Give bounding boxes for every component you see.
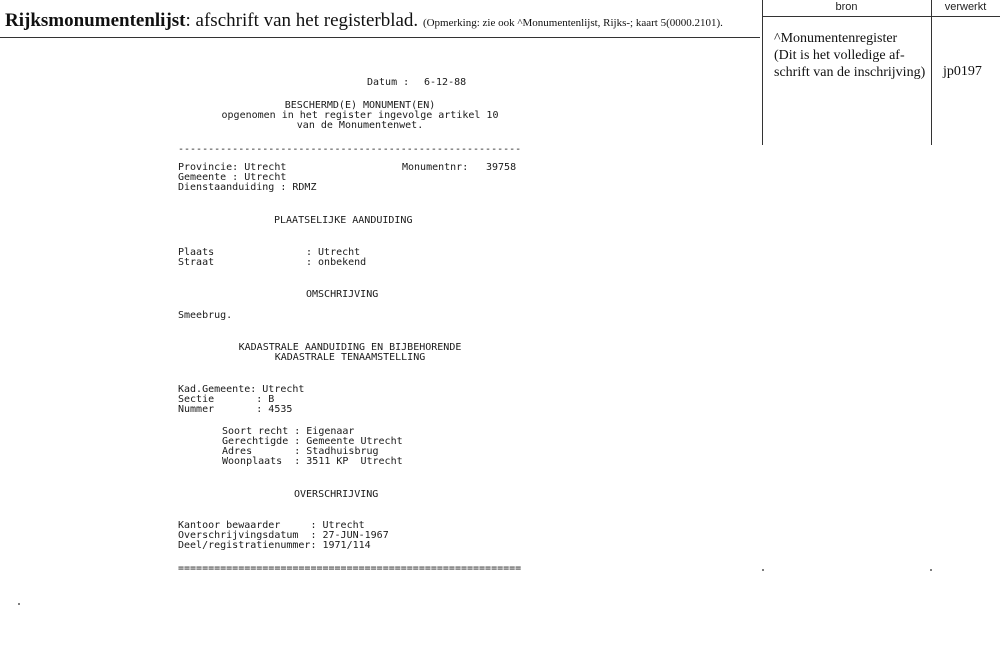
doc-heading-line1: BESCHERMD(E) MONUMENT(EN) xyxy=(284,100,436,111)
sectie-field: Sectie : B xyxy=(178,394,275,405)
table-header-divider xyxy=(762,16,1000,17)
header-divider xyxy=(0,37,760,38)
monumentnr-value: 39758 xyxy=(486,162,517,173)
verwerkt-cell: jp0197 xyxy=(943,64,982,79)
omschrijving-text: Smeebrug. xyxy=(178,310,233,321)
equals-rule: ========================================================= xyxy=(178,563,522,574)
dienstaanduiding-field: Dienstaanduiding : RDMZ xyxy=(178,182,317,193)
kad-gemeente-field: Kad.Gemeente: Utrecht xyxy=(178,384,305,395)
overschrijvingsdatum-field: Overschrijvingsdatum : 27-JUN-1967 xyxy=(178,530,389,541)
provincie-field: Provincie: Utrecht xyxy=(178,162,287,173)
straat-value: : onbekend xyxy=(306,257,367,268)
bron-line: schrift van de inschrijving) xyxy=(774,65,926,80)
title-bold: Rijksmonumentenlijst xyxy=(5,10,186,31)
straat-label: Straat xyxy=(178,257,215,268)
doc-heading-line3: van de Monumentenwet. xyxy=(296,120,424,131)
bron-line: ^Monumentenregister xyxy=(774,31,898,46)
speck xyxy=(930,569,932,571)
dash-rule: --------------------------------------------------------- xyxy=(178,144,522,155)
speck xyxy=(18,603,20,605)
doc-heading-line2: opgenomen in het register ingevolge artikel 10 xyxy=(221,110,499,121)
deel-field: Deel/registratienummer: 1971/114 xyxy=(178,540,371,551)
section-omschrijving: OMSCHRIJVING xyxy=(306,289,379,300)
gemeente-field: Gemeente : Utrecht xyxy=(178,172,287,183)
bron-cell xyxy=(774,30,934,81)
table-left-border xyxy=(762,0,763,145)
plaats-label: Plaats xyxy=(178,247,215,258)
bron-line: (Dit is het volledige af- xyxy=(774,48,905,63)
source-table xyxy=(762,0,1000,145)
section-overschrijving: OVERSCHRIJVING xyxy=(294,489,379,500)
gerechtigde-field: Gerechtigde : Gemeente Utrecht xyxy=(222,436,403,447)
monumentnr-label: Monumentnr: xyxy=(402,162,469,173)
title-rest: : afschrift van het registerblad. xyxy=(185,10,419,31)
datum-value: 6-12-88 xyxy=(424,77,467,88)
woonplaats-field: Woonplaats : 3511 KP Utrecht xyxy=(222,456,403,467)
column-header-bron: bron xyxy=(835,1,858,13)
adres-field: Adres : Stadhuisbrug xyxy=(222,446,379,457)
section-kadastraal-line1: KADASTRALE AANDUIDING EN BIJBEHORENDE xyxy=(238,342,462,353)
speck xyxy=(762,569,764,571)
datum-label: Datum : xyxy=(367,77,410,88)
soort-recht-field: Soort recht : Eigenaar xyxy=(222,426,355,437)
kantoor-field: Kantoor bewaarder : Utrecht xyxy=(178,520,365,531)
section-kadastraal-line2: KADASTRALE TENAAMSTELLING xyxy=(274,352,426,363)
nummer-field: Nummer : 4535 xyxy=(178,404,293,415)
plaats-value: : Utrecht xyxy=(306,247,361,258)
section-plaatselijke: PLAATSELIJKE AANDUIDING xyxy=(274,215,413,226)
page-title xyxy=(5,10,723,32)
title-note: (Opmerking: zie ook ^Monumentenlijst, Rijks-; kaart 5(0000.2101). xyxy=(422,17,723,29)
column-header-verwerkt: verwerkt xyxy=(944,1,987,13)
